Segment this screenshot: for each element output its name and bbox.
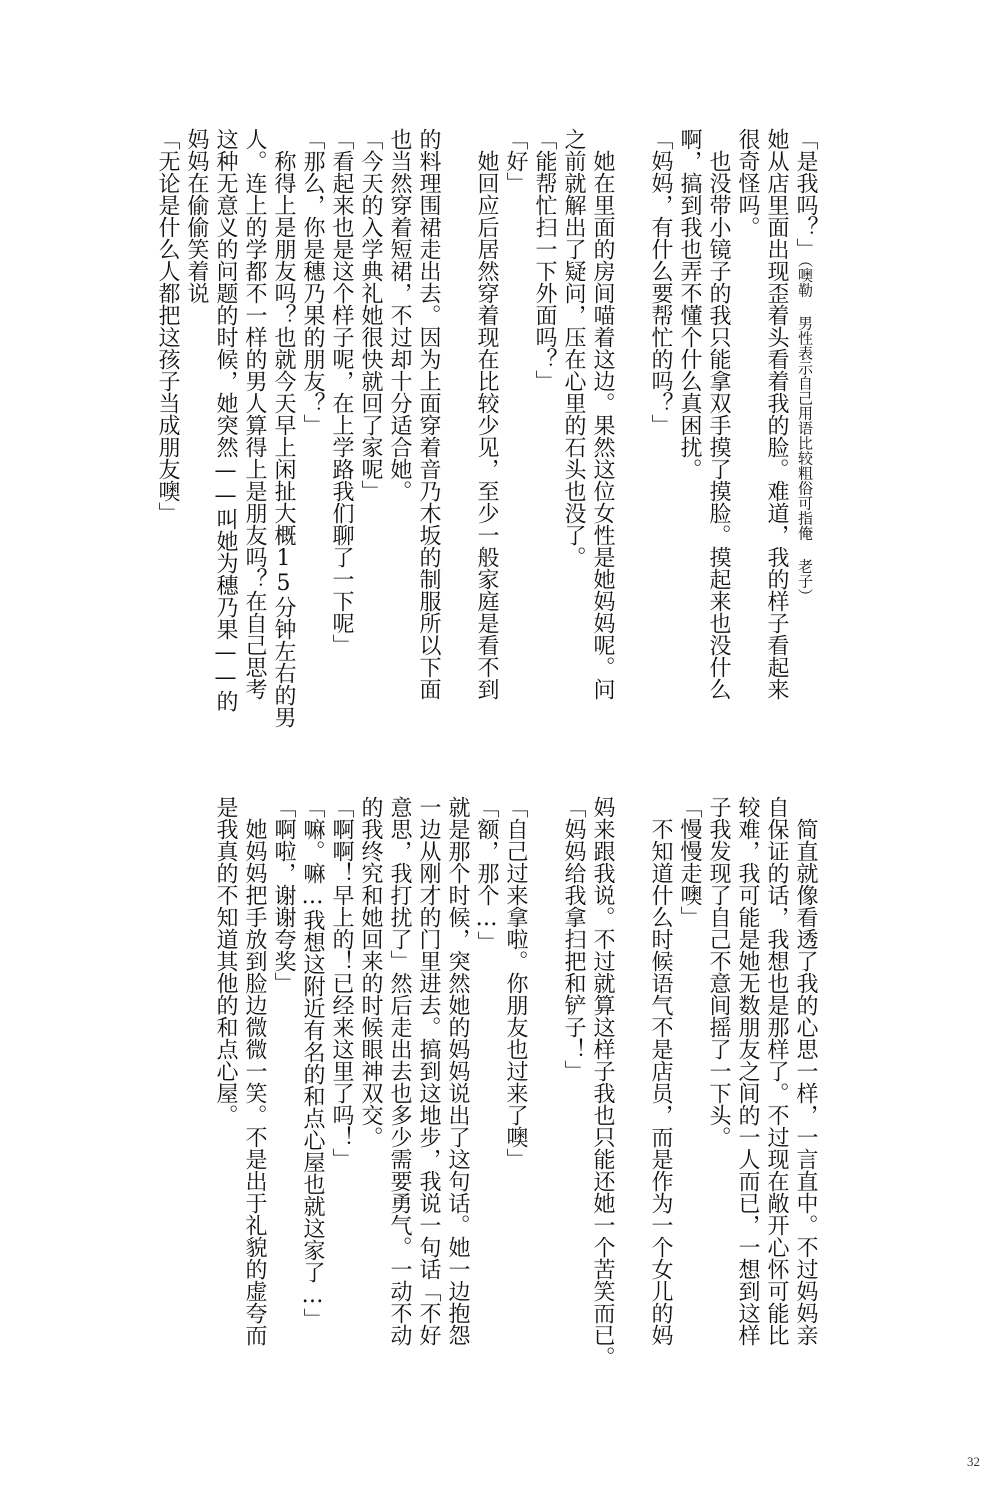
text-column <box>240 796 269 1346</box>
column-text: 就是那个时候，突然她的妈妈说出了这句话。她一边抱怨 <box>445 796 470 1346</box>
column-text: 「嘛。嘛…我想这附近有名的和点心屋也就这家了…」 <box>300 796 325 1330</box>
column-text: 「看起来也是这个样子呢，在上学路我们聊了一下呢」 <box>329 128 354 656</box>
column-text: 子我发现了自己不意间摇了一下头。 <box>706 796 731 1148</box>
column-text: 「啊啊！早上的！已经来这里了吗！」 <box>329 796 354 1170</box>
column-text: 「慢慢走噢」 <box>677 796 702 928</box>
text-column <box>588 796 617 1368</box>
column-text: 也当然穿着短裙，不过却十分适合她。 <box>387 128 412 502</box>
text-column <box>414 796 443 1346</box>
text-column <box>443 796 472 1346</box>
page-number: 32 <box>967 1454 980 1469</box>
text-column <box>356 128 385 502</box>
column-text: 妈来跟我说。不过就算这样子我也只能还她一个苦笑而已。 <box>590 796 615 1368</box>
text-column <box>269 128 298 728</box>
column-text: 她回应后居然穿着现在比较少见，至少一般家庭是看不到 <box>474 150 499 700</box>
column-text: 自保证的话，我想也是那样了。不过现在敞开心怀可能比 <box>764 796 789 1346</box>
text-column <box>704 796 733 1148</box>
text-column <box>675 796 704 928</box>
text-column <box>327 128 356 656</box>
column-text: 人。连上的学都不一样的男人算得上是朋友吗？在自己思考 <box>242 128 267 700</box>
text-column <box>791 128 820 604</box>
column-text: 的料理围裙走出去。因为上面穿着音乃木坂的制服所以下面 <box>416 128 441 700</box>
text-column <box>414 128 443 700</box>
column-text: 「今天的入学典礼她很快就回了家呢」 <box>358 128 383 502</box>
text-column <box>675 128 704 480</box>
text-column <box>704 128 733 700</box>
column-text: 这种无意义的问题的时候，她突然——叫她为穗乃果——的 <box>213 128 238 712</box>
text-column <box>501 128 530 194</box>
column-text: 她妈妈把手放到脸边微微一笑。不是出于礼貌的虚夸而 <box>242 818 267 1346</box>
text-column <box>762 796 791 1346</box>
column-text: 不知道什么时候语气不是店员，而是作为一个女儿的妈 <box>648 818 673 1346</box>
column-text: 很奇怪吗。 <box>735 128 760 238</box>
text-column <box>530 128 559 392</box>
text-column <box>501 796 530 1170</box>
column-text: 一边从刚才的门里进去。搞到这地步，我说一句话「不好 <box>416 796 441 1346</box>
text-column <box>385 128 414 502</box>
column-text: 「额，那个…」 <box>474 796 499 953</box>
text-column <box>646 796 675 1346</box>
column-text: 「好」 <box>503 128 528 194</box>
column-text: 她在里面的房间喵着这边。果然这位女性是她妈妈呢。问 <box>590 150 615 700</box>
text-column <box>182 128 211 304</box>
column-text: 「无论是什么人都把这孩子当成朋友噢」 <box>155 128 180 524</box>
column-text: 「啊啦，谢谢夸奖」 <box>271 796 296 994</box>
text-column <box>733 128 762 238</box>
text-column <box>559 128 588 568</box>
column-text: 「妈妈给我拿扫把和铲子！」 <box>561 796 586 1082</box>
text-column <box>327 796 356 1170</box>
column-text: 是我真的不知道其他的和点心屋。 <box>213 796 238 1126</box>
column-text: 简直就像看透了我的心思一样，一言直中。不过妈妈亲 <box>793 818 818 1346</box>
upper-text-block <box>153 128 820 748</box>
text-column <box>298 796 327 1330</box>
text-column <box>472 128 501 700</box>
text-column <box>588 128 617 700</box>
text-column <box>269 796 298 994</box>
lower-text-block <box>211 796 820 1396</box>
column-text: 「那么，你是穗乃果的朋友？」 <box>300 128 325 436</box>
text-column <box>646 128 675 436</box>
text-column <box>211 128 240 712</box>
text-column <box>559 796 588 1082</box>
column-text: 意思，我打扰了」然后走出去也多少需要勇气。一动不动 <box>387 796 412 1346</box>
text-column <box>385 796 414 1346</box>
column-text: 称得上是朋友吗？也就今天早上闲扯大概15分钟左右的男 <box>271 150 296 728</box>
text-column <box>791 796 820 1346</box>
text-column <box>733 796 762 1346</box>
translator-note: （噢勒 男性表示自己用语比较粗俗可指俺 老子） <box>796 260 814 604</box>
column-text: 之前就解出了疑问，压在心里的石头也没了。 <box>561 128 586 568</box>
column-text: 「能帮忙扫一下外面吗？」 <box>532 128 557 392</box>
column-text: 「自己过来拿啦。你朋友也过来了噢」 <box>503 796 528 1170</box>
text-column <box>211 796 240 1126</box>
column-text: 较难，我可能是她无数朋友之间的一人而已，一想到这样 <box>735 796 760 1346</box>
text-column <box>153 128 182 524</box>
text-column <box>298 128 327 436</box>
text-column <box>472 796 501 953</box>
column-text: 「妈妈，有什么要帮忙的吗？」 <box>648 128 673 436</box>
text-column <box>356 796 385 1148</box>
text-column <box>762 128 791 700</box>
column-text: 「是我吗？」 <box>793 128 818 260</box>
column-text: 的我终究和她回来的时候眼神双交。 <box>358 796 383 1148</box>
column-text: 也没带小镜子的我只能拿双手摸了摸脸。摸起来也没什么 <box>706 150 731 700</box>
text-column <box>240 128 269 700</box>
column-text: 妈妈在偷偷笑着说 <box>184 128 209 304</box>
column-text: 啊，搞到我也弄不懂个什么真困扰。 <box>677 128 702 480</box>
column-text: 她从店里面出现歪着头看着我的脸。难道，我的样子看起来 <box>764 128 789 700</box>
